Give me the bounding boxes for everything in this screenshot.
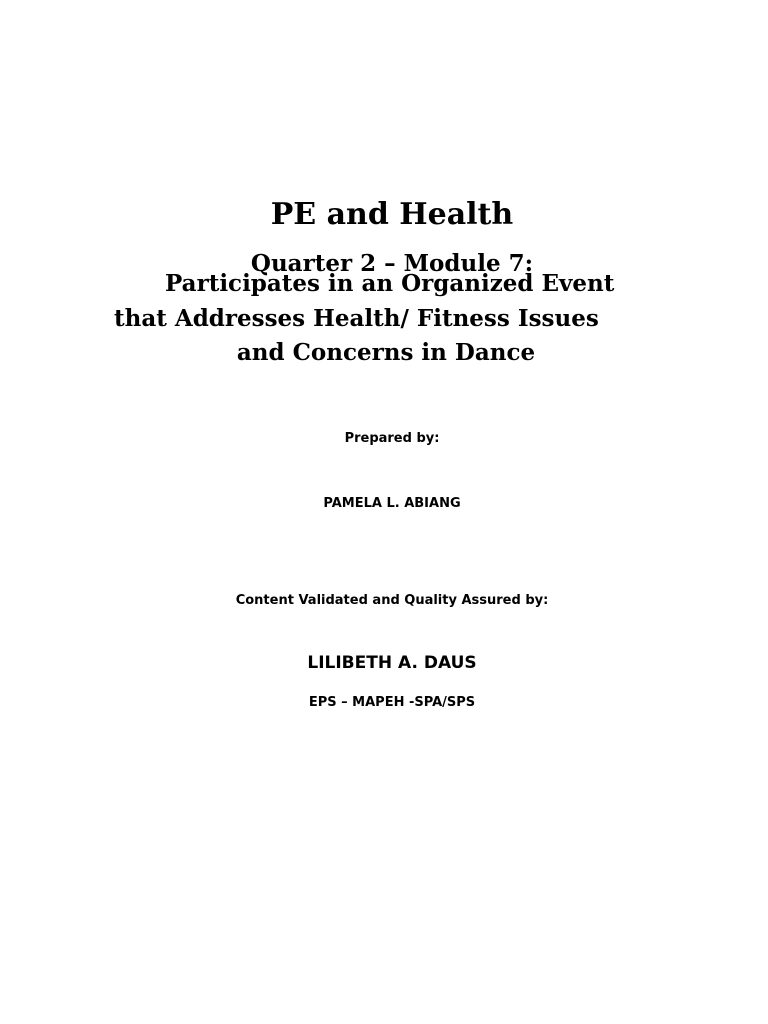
topic-line-2-text: that Addresses Health/ Fitness Issues bbox=[114, 305, 599, 332]
document-subtitle: Quarter 2 – Module 7: bbox=[250, 250, 534, 277]
topic-line-1-text: Participates in an Organized Event bbox=[165, 270, 615, 297]
topic-line-3: and Concerns in Dance bbox=[236, 339, 536, 366]
validator-role: EPS – MAPEH -SPA/SPS bbox=[308, 695, 476, 710]
document-title: PE and Health bbox=[270, 197, 514, 232]
author-name: PAMELA L. ABIANG bbox=[323, 496, 461, 511]
validated-by-label: Content Validated and Quality Assured by: bbox=[235, 593, 549, 608]
validator-name: LILIBETH A. DAUS bbox=[307, 653, 477, 673]
prepared-by-label: Prepared by: bbox=[344, 431, 440, 446]
